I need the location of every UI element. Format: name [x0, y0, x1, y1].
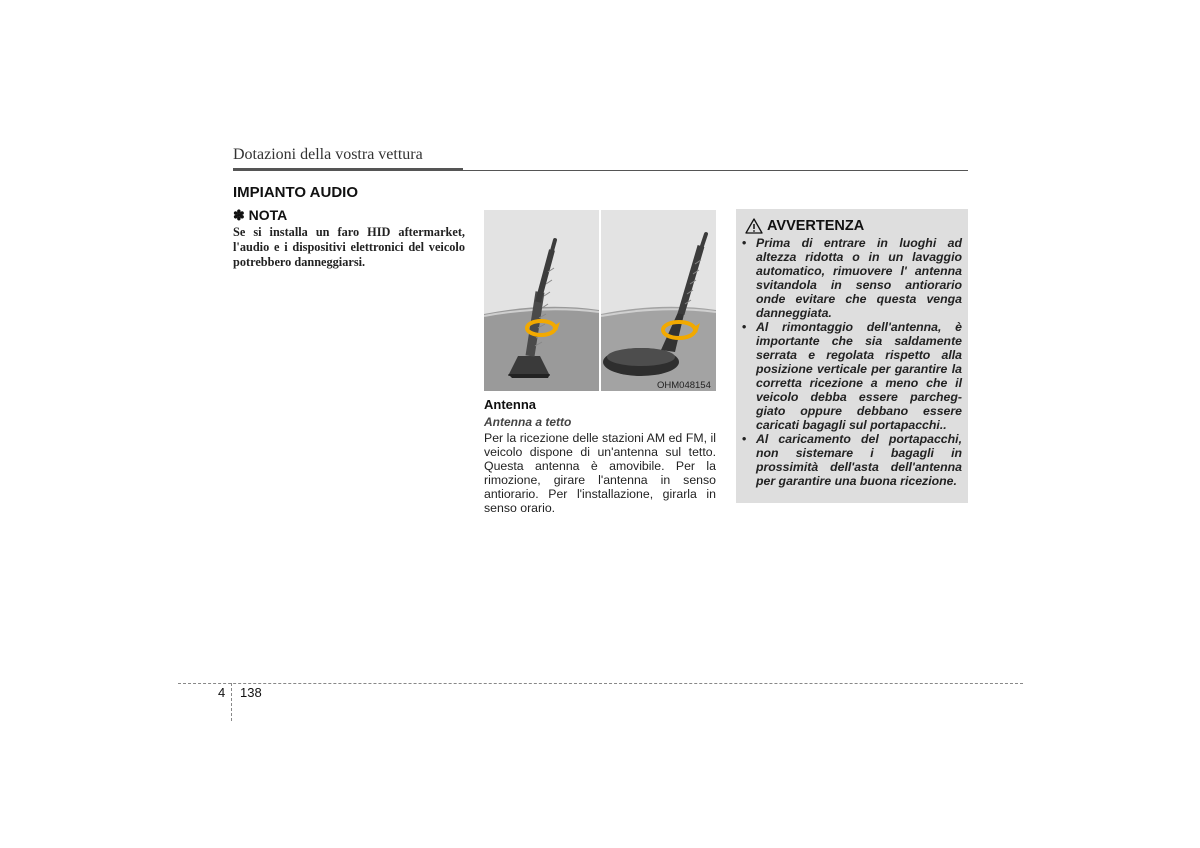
warning-triangle-icon: [745, 218, 763, 234]
warning-item: • Al rimontaggio dell'antenna, è importante che sia saldamente serrata e regolata rispetto alla posizione verticale per garantire la corretta ricezione a meno che il veicolo debba essere parcheg-giato oppure debbano essere caricati bagagli sul portapacchi..: [742, 320, 962, 432]
antenna-subtitle: Antenna a tetto: [484, 415, 572, 429]
section-title: IMPIANTO AUDIO: [233, 184, 359, 201]
warning-list: [742, 236, 962, 488]
page-number: 138: [240, 685, 262, 700]
header-rule: [233, 168, 463, 171]
header-rule-thin: [463, 170, 968, 171]
antenna-type-a-illustration: [484, 210, 599, 391]
warning-title: AVVERTENZA: [767, 218, 865, 234]
nota-title: ✽ NOTA: [233, 207, 288, 223]
header-title: Dotazioni della vostra vettura: [233, 146, 423, 163]
antenna-type-b-illustration: [601, 210, 716, 391]
footer-divider: [231, 683, 232, 721]
footer-rule: [178, 683, 1023, 684]
antenna-title: Antenna: [484, 397, 536, 412]
warning-item: • Prima di entrare in luoghi ad altezza ridotta o in un lavaggio automatico, rimuovere l' antenna svitandola in senso antiorario onde evitare che questa venga danneggiata.: [742, 236, 962, 320]
figure-antenna-type-b: [601, 210, 716, 391]
antenna-body: Per la ricezione delle stazioni AM ed FM, il veicolo dispone di un'antenna sul tetto. Questa antenna è amovibile. Per la rimozione, girare l'antenna in senso antiorario. Per l'installazione, girarla in senso orario.: [484, 431, 716, 515]
figure-antenna-type-a: [484, 210, 599, 391]
chapter-number: 4: [218, 685, 226, 700]
figure-code: OHM048154: [657, 380, 711, 391]
warning-item: • Al caricamento del portapacchi, non sistemare i bagagli in prossimità dell'asta dell'antenna per garantire una buona ricezione.: [742, 432, 962, 488]
nota-text: Se si installa un faro HID aftermarket, l'audio e i dispositivi elettronici del veicolo potrebbero danneggiarsi.: [233, 225, 465, 269]
